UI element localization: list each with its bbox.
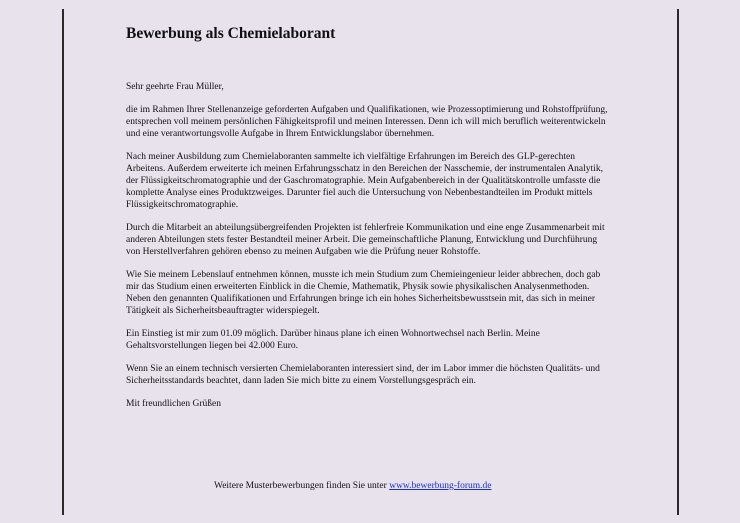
- right-border-line: [677, 9, 679, 515]
- letter-paragraph-5: Ein Einstieg ist mir zum 01.09 möglich. Darüber hinaus plane ich einen Wohnortwechsel nach Berlin. Meine Gehaltsvorstellungen liegen bei 42.000 Euro.: [126, 329, 540, 351]
- letter-paragraph-6: Wenn Sie an einem technisch versierten Chemielaboranten interessiert sind, der im Labor immer die höchsten Qualitäts- und Sicherheitsstandards beachtet, dann laden Sie mich bitte zu einem Vorstellungsgespräch ein.: [126, 364, 600, 386]
- letter-title: Bewerbung als Chemielaborant: [126, 25, 336, 42]
- left-border-line: [62, 9, 64, 515]
- footer-text: Weitere Musterbewerbungen finden Sie unter: [214, 481, 390, 491]
- letter-salutation: Sehr geehrte Frau Müller,: [126, 82, 224, 92]
- letter-paragraph-3: Durch die Mitarbeit an abteilungsübergreifenden Projekten ist fehlerfreie Kommunikation und eine enge Zusammenarbeit mit anderen Abteilungen stets fester Bestandteil meiner Arbeit. Die gemeinschaftliche Planung, Entwicklung und Durchführung von Herstellverfahren gehören ebenso zu meinen Aufgaben wie die Prüfung neuer Rohstoffe.: [126, 223, 605, 257]
- footer-link[interactable]: www.bewerbung-forum.de: [389, 481, 492, 491]
- letter-closing: Mit freundlichen Grüßen: [126, 399, 221, 409]
- footer-note: [214, 480, 491, 492]
- letter-paragraph-4: Wie Sie meinem Lebenslauf entnehmen können, musste ich mein Studium zum Chemieingenieur leider abbrechen, doch gab mir das Studium einen erweiterten Einblick in die Chemie, Mathematik, Physik sowie physikalischen Analysenmethoden. Neben den genannten Qualifikationen und Erfahrungen bringe ich ein hohes Sicherheitsbewusstsein mit, das sich in meiner Tätigkeit als Sicherheitsbeauftragter widerspiegelt.: [126, 270, 601, 316]
- letter-page: [126, 24, 611, 410]
- letter-paragraph-1: die im Rahmen Ihrer Stellenanzeige geforderten Aufgaben und Qualifikationen, wie Prozessoptimierung und Rohstoffprüfung, entsprechen voll meinem persönlichen Fähigkeitsprofil und meinen Interessen. Denn ich will mich beruflich weiterentwickeln und eine verantwortungsvolle Aufgabe in Ihrem Entwicklungslabor übernehmen.: [126, 105, 608, 139]
- letter-paragraph-2: Nach meiner Ausbildung zum Chemielaboranten sammelte ich vielfältige Erfahrungen im Bereich des GLP-gerechten Arbeitens. Außerdem erweiterte ich meinen Erfahrungsschatz in den Bereichen der Nasschemie, der instrumentalen Analytik, der Flüssigkeitschromatographie und der Gaschromatographie. Mein Aufgabenbereich in der Qualitätskontrolle umfasste die komplette Analyse eines Produktzweiges. Darunter fiel auch die Untersuchung von Nebenbestandteilen im Produkt mittels Flüssigkeitschromatographie.: [126, 152, 603, 210]
